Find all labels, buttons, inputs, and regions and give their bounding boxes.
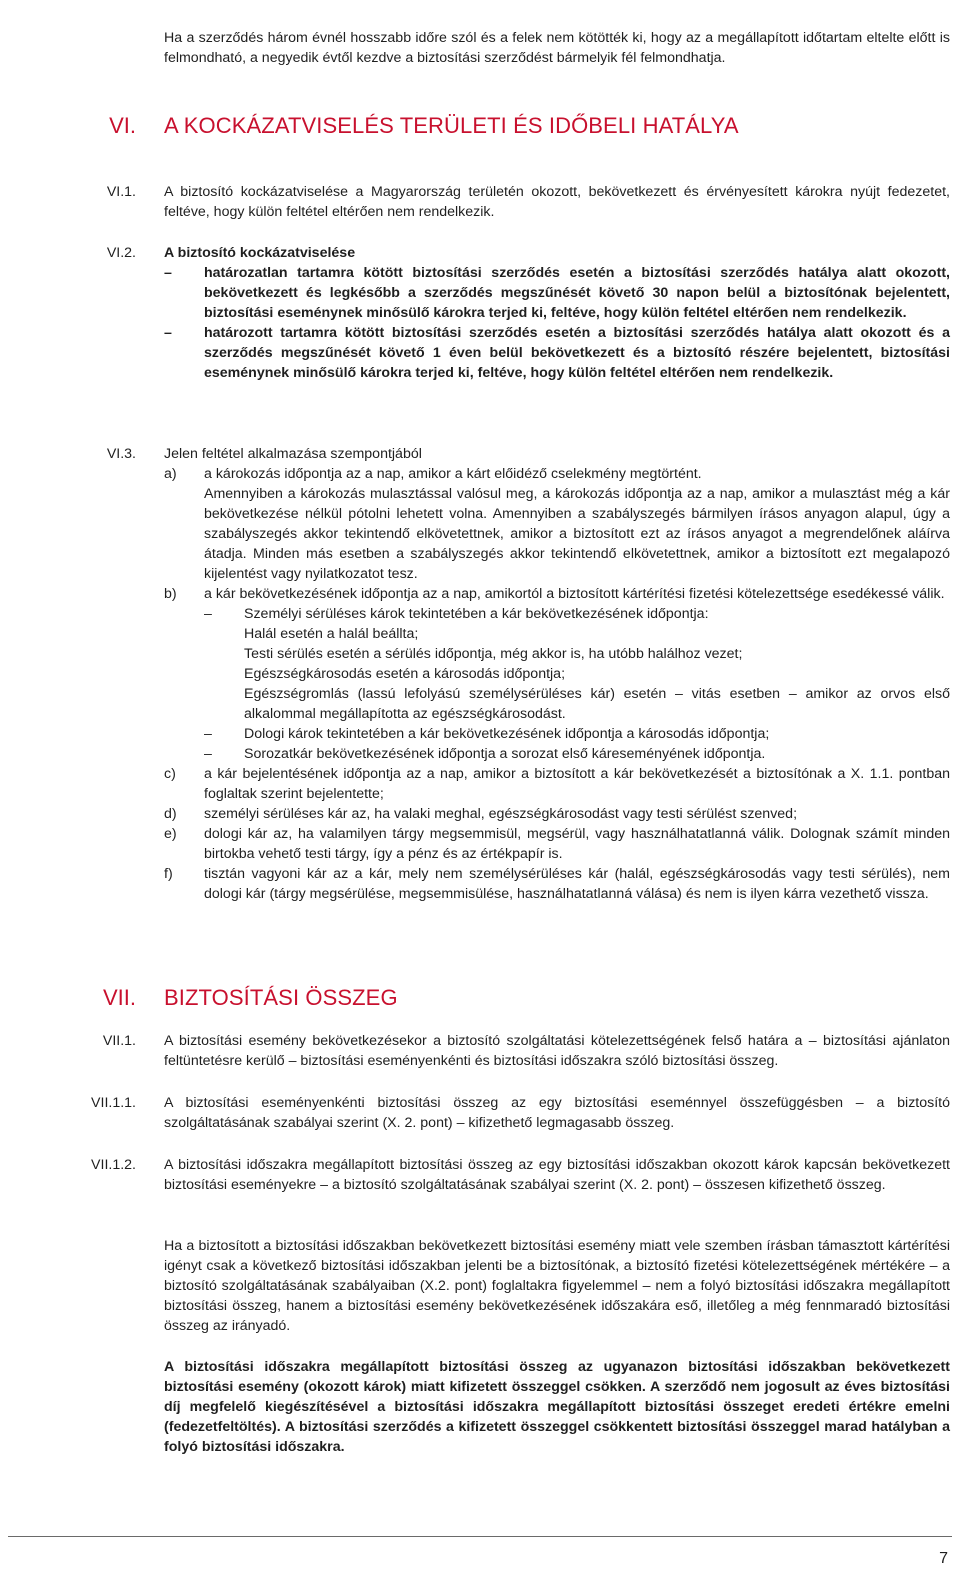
item-marker: e) — [164, 826, 177, 842]
dash-marker: – — [204, 746, 212, 762]
item-e-text: dologi kár az, ha valamilyen tárgy megsemmisül, megsérül, vagy használhatatlanná válik. Dolognak számít minden birtokba vehető testi tárgy, így a pénz és az értékpapír is. — [204, 826, 950, 862]
item-marker: f) — [164, 866, 173, 882]
dash-marker: – — [164, 325, 172, 341]
vi-3-item-d — [164, 804, 950, 824]
item-marker: b) — [164, 586, 177, 602]
item-d-text: személyi sérüléses kár az, ha valaki meghal, egészségkárosodást vagy testi sérülést szenved; — [204, 806, 798, 822]
section-vi-number: VI. — [109, 113, 136, 138]
section-vi-title: A KOCKÁZATVISELÉS TERÜLETI ÉS IDŐBELI HATÁLYA — [164, 113, 739, 138]
vii-1-1-text: A biztosítási eseményenkénti biztosítási összeg az egy biztosítási eseménnyel összefüggésben – a biztosító szolgáltatásának szabályai szerint (X. 2. pont) – kifizethető legmagasabb összeg. — [164, 1095, 950, 1131]
vii-paragraph-claims: Ha a biztosított a biztosítási időszakban bekövetkezett biztosítási esemény miatt vele szemben írásban támasztott kártérítési igényt csak a következő biztosítási időszakban jelenti be a biztosítónak, a biztosító fizetési kötelezettségének mértékére – a biztosító szolgáltatásának szabályaiban (X.2. pont) foglaltakra figyelemmel – nem a folyó biztosítási időszakra megállapított biztosítási összeg, hanem a biztosítási esemény bekövetkezésének időszakára eső, illetőleg a még fennmaradó biztosítási összeg az irányadó. — [164, 1238, 950, 1334]
vi-1-number: VI.1. — [106, 184, 136, 200]
vi-3-lead: Jelen feltétel alkalmazása szempontjából — [164, 446, 422, 462]
dash-marker: – — [204, 726, 212, 742]
b-sub-series-text: Sorozatkár bekövetkezésének időpontja a sorozat első káreseményének időpontja. — [244, 746, 766, 762]
dash-marker: – — [204, 606, 212, 622]
vi-2-item — [164, 323, 950, 383]
b-sub-personal-text: Személyi sérüléses károk tekintetében a kár bekövetkezésének időpontja: — [244, 606, 709, 622]
item-marker: c) — [164, 766, 176, 782]
vi-3-item-e — [164, 824, 950, 864]
vi-2-number: VI.2. — [106, 245, 136, 261]
item-b-text: a kár bekövetkezésének időpontja az a nap, amikortól a biztosított kártérítési fizetési kötelezettsége esedékessé válik. — [204, 586, 945, 602]
vi-2-item-text: határozott tartamra kötött biztosítási szerződés esetén a biztosítási szerződés hatálya alatt okozott és a szerződés megszűnését követő 1 éven belül bekövetkezett és a biztosító részére bejelentett, biztosítási eseménynek minősülő károkra terjed ki, feltéve, hogy külön feltétel eltérően nem rendelkezik. — [204, 325, 950, 381]
vi-3-block — [164, 444, 950, 904]
vi-3-b-sub-series — [164, 744, 950, 764]
intro-paragraph: Ha a szerződés három évnél hosszabb időre szól és a felek nem kötötték ki, hogy az a megállapított időtartam eltelte előtt is felmondható, a negyedik évtől kezdve a biztosítási szerződést bármelyik fél felmondhatja. — [164, 30, 950, 66]
vi-2-item-text: határozatlan tartamra kötött biztosítási szerződés esetén a biztosítási szerződés hatálya alatt okozott, bekövetkezett és legkésőbb a szerződés megszűnését követő 30 napon belül a biztosítónak bejelentett, biztosítási eseménynek minősülő károkra terjed ki, feltéve, hogy külön feltétel eltérően nem rendelkezik. — [204, 265, 950, 321]
vii-1-text: A biztosítási esemény bekövetkezésekor a biztosító szolgáltatási kötelezettségének felső határa a – biztosítási ajánlaton feltüntetésre kerülő – biztosítási eseményenkénti és biztosítási időszakra szóló biztosítási összeg. — [164, 1033, 950, 1069]
section-vii-title: BIZTOSÍTÁSI ÖSSZEG — [164, 985, 398, 1010]
section-vii-number: VII. — [102, 985, 136, 1010]
vii-1-1-number: VII.1.1. — [91, 1095, 136, 1111]
page-number: 7 — [939, 1550, 948, 1567]
vi-3-b-sub-personal — [164, 604, 950, 724]
vii-paragraph-reduction: A biztosítási időszakra megállapított biztosítási összeg az ugyanazon biztosítási időszakban bekövetkezett biztosítási esemény (okozott károk) miatt kifizetett összeggel csökken. A szerződő nem jogosult az éves biztosítási díj megfelelő kiegészítésével a biztosítási időszakra megállapított biztosítási összeget eredeti értékre emelni (fedezetfeltöltés). A biztosítási szerződés a kifizetett összeggel csökkentett biztosítási összeggel marad hatályban a folyó biztosítási időszakra. — [164, 1359, 950, 1455]
vi-1-text: A biztosító kockázatviselése a Magyarország területén okozott, bekövetkezett és érvényesített károkra nyújt fedezetet, feltéve, hogy külön feltétel eltérően nem rendelkezik. — [164, 184, 950, 220]
vi-2-item — [164, 263, 950, 323]
vi-2-block — [164, 243, 950, 383]
vi-3-item-b — [164, 584, 950, 604]
dash-marker: – — [164, 265, 172, 281]
item-marker: d) — [164, 806, 177, 822]
item-a-continuation: Amennyiben a károkozás mulasztással valósul meg, a károkozás időpontja az a nap, amikor a mulasztást még a kár bekövetkezése nélkül pótolni lehetett volna. Amennyiben a szabályszegés bármilyen írásos anyagon alapul, úgy a szabályszegés akkor tekintendő elkövetettnek, amikor a biztosított ezt az írásos anyagot a megrendelőnek aláírva átadja. Minden más esetben a szabályszegés akkor tekintendő elkövetettnek, amikor a biztosított ezt megalapozó kijelentést vagy nyilatkozatot tesz. — [204, 486, 950, 582]
vi-3-b-sub-property — [164, 724, 950, 744]
b-sub-line: Egészségkárosodás esetén a károsodás időpontja; — [244, 666, 566, 682]
vi-3-item-c — [164, 764, 950, 804]
b-sub-property-text: Dologi károk tekintetében a kár bekövetkezésének időpontja a károsodás időpontja; — [244, 726, 770, 742]
item-f-text: tisztán vagyoni kár az a kár, mely nem személysérüléses kár (halál, egészségkárosodás vagy testi sérülés), nem dologi kár (tárgy megsérülése, megsemmisülése, használhatatlanná válása) és nem is ilyen kárra vezethető vissza. — [204, 866, 950, 902]
item-c-text: a kár bejelentésének időpontja az a nap, amikor a biztosított a kár bekövetkezését a biztosítónak a X. 1.1. pontban foglaltak szerint bejelentette; — [204, 766, 950, 802]
vi-3-item-f — [164, 864, 950, 904]
b-sub-line: Halál esetén a halál beállta; — [244, 626, 419, 642]
footer-divider — [8, 1536, 952, 1537]
b-sub-line: Egészségromlás (lassú lefolyású személysérüléses kár) esetén – vitás esetben – amikor az orvos első alkalommal megállapította az egészségkárosodást. — [244, 686, 950, 722]
vii-1-number: VII.1. — [102, 1033, 136, 1049]
vi-3-number: VI.3. — [106, 446, 136, 462]
vii-1-2-text: A biztosítási időszakra megállapított biztosítási összeg az egy biztosítási időszakban okozott károk kapcsán bekövetkezett biztosítási eseményekre – a biztosító szolgáltatásának szabályai szerint (X. 2. pont) – összesen kifizethető összeg. — [164, 1157, 950, 1193]
b-sub-line: Testi sérülés esetén a sérülés időpontja, még akkor is, ha utóbb halálhoz vezet; — [244, 646, 743, 662]
vi-3-item-a — [164, 464, 950, 584]
item-marker: a) — [164, 466, 177, 482]
vi-2-lead: A biztosító kockázatviselése — [164, 245, 356, 261]
item-a-text: a károkozás időpontja az a nap, amikor a kárt előidéző cselekmény megtörtént. — [204, 466, 702, 482]
vii-1-2-number: VII.1.2. — [91, 1157, 136, 1173]
